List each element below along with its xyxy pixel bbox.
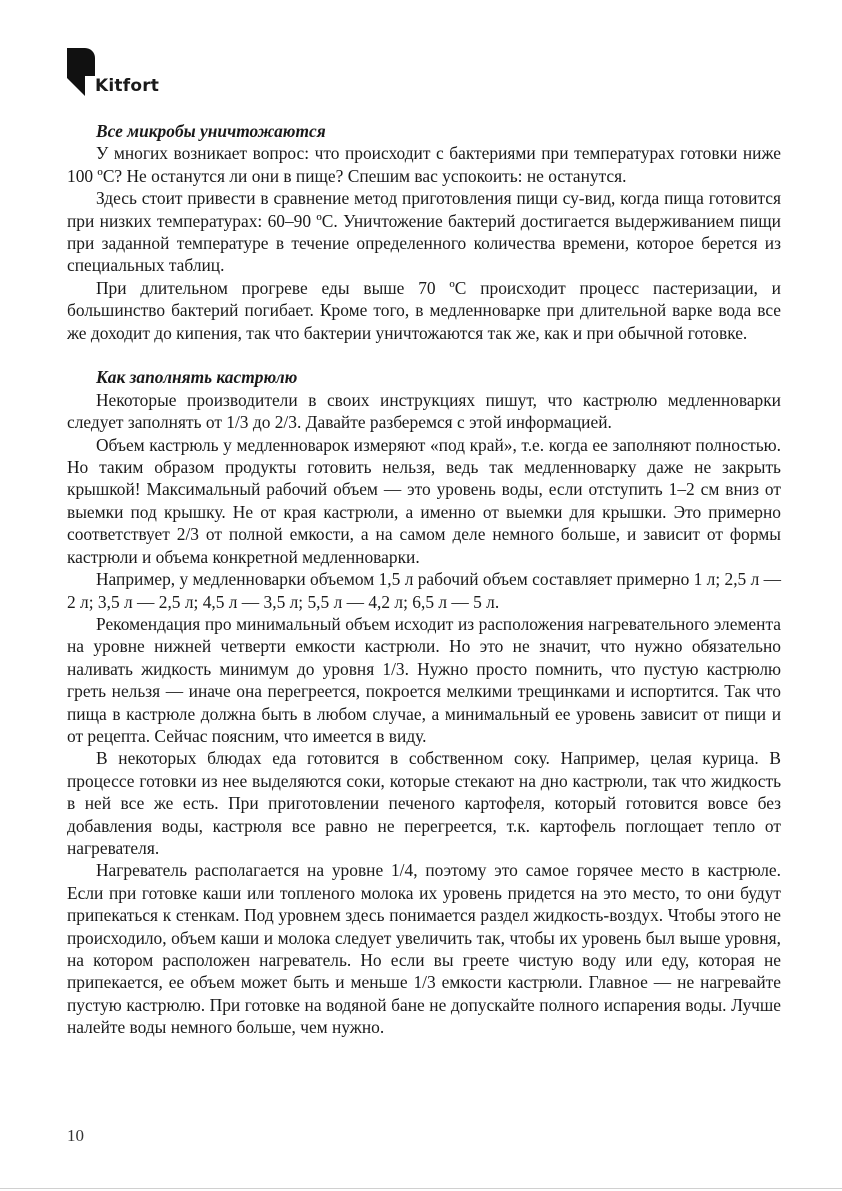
paragraph: У многих возникает вопрос: что происходит с бактериями при температурах готовки ниже 100 ºС? Не останутся ли они в пище? Спешим вас успокоить: не останутся.	[67, 143, 781, 186]
paragraph: Объем кастрюль у медленноварок измеряют «под край», т.е. когда ее заполняют полностью. Но таким образом продукты готовить нельзя, ведь так медленноварку даже не закрыть крышкой! Максимальный рабочий объем — это уровень воды, если отступить 1–2 см вниз от выемки под крышку. Не от края кастрюли, а именно от выемки для крышки. Это примерно соответствует 2/3 от полной емкости, а на самом деле немного больше, и зависит от формы кастрюли и объема конкретной медленноварки.	[67, 434, 781, 567]
kitfort-logo-icon	[67, 48, 95, 96]
brand-logo	[67, 48, 187, 98]
section-filling-pot	[67, 366, 781, 1038]
paragraph: Нагреватель располагается на уровне 1/4, поэтому это самое горячее место в кастрюле. Если при готовке каши или топленого молока их уровень придется на это место, то они будут припекаться к стенкам. Под уровнем здесь понимается раздел жидкость-воздух. Чтобы этого не происходило, объем каши и молока следует увеличить так, чтобы их уровень был выше уровня, на котором расположен нагреватель. Но если вы греете чистую воду или еду, которая не припекается, ее объем может быть и меньше 1/3 емкости кастрюли. Главное — не нагревайте пустую кастрюлю. При готовке на водяной бане не допускайте полного испарения воды. Лучше налейте воды немного больше, чем нужно.	[67, 860, 781, 1038]
page-bottom-rule	[0, 1188, 842, 1189]
section-microbes	[67, 120, 781, 344]
section-heading: Как заполнять кастрюлю	[96, 367, 298, 388]
paragraph: Например, у медленноварки объемом 1,5 л рабочий объем составляет примерно 1 л; 2,5 л — 2 л; 3,5 л — 2,5 л; 4,5 л — 3,5 л; 5,5 л — 4,2 л; 6,5 л — 5 л.	[67, 569, 782, 612]
page-number: 10	[67, 1126, 84, 1145]
paragraph: В некоторых блюдах еда готовится в собственном соку. Например, целая курица. В процессе готовки из нее выделяются соки, которые стекают на дно кастрюли, так что жидкость в ней все же есть. При приготовлении печеного картофеля, который готовится вовсе без добавления воды, кастрюля все равно не перегреется, т.к. картофель поглощает тепло от нагревателя.	[67, 748, 781, 858]
paragraph: Здесь стоит привести в сравнение метод приготовления пищи су-вид, когда пища готовится при низких температурах: 60–90 ºС. Уничтожение бактерий достигается выдерживанием пищи при заданной температуре в течение определенного количества времени, которое берется из специальных таблиц.	[67, 188, 781, 276]
section-heading: Все микробы уничтожаются	[96, 121, 326, 141]
paragraph: Рекомендация про минимальный объем исходит из расположения нагревательного элемента на уровне нижней четверти емкости кастрюли. Но это не значит, что нужно обязательно наливать жидкость минимум до уровня 1/3. Нужно просто помнить, что пустую кастрюлю греть нельзя — иначе она перегреется, покроется мелкими трещинками и испортится. Так что пища в кастрюле должна быть в любом случае, а минимальный ее уровень зависит от пищи и от рецепта. Сейчас поясним, что имеется в виду.	[67, 613, 781, 746]
paragraph: Некоторые производители в своих инструкциях пишут, что кастрюлю медленноварки следует заполнять от 1/3 до 2/3. Давайте разберемся с этой информацией.	[67, 389, 781, 433]
document-body	[67, 120, 781, 1039]
paragraph: При длительном прогреве еды выше 70 ºС происходит процесс пастеризации, и большинство бактерий погибает. Кроме того, в медленноварке при длительной варке вода все же доходит до кипения, так что бактерии уничтожаются так же, как и при обычной готовке.	[67, 277, 781, 343]
brand-name: Kitfort	[95, 76, 160, 96]
section-spacer	[67, 344, 781, 366]
